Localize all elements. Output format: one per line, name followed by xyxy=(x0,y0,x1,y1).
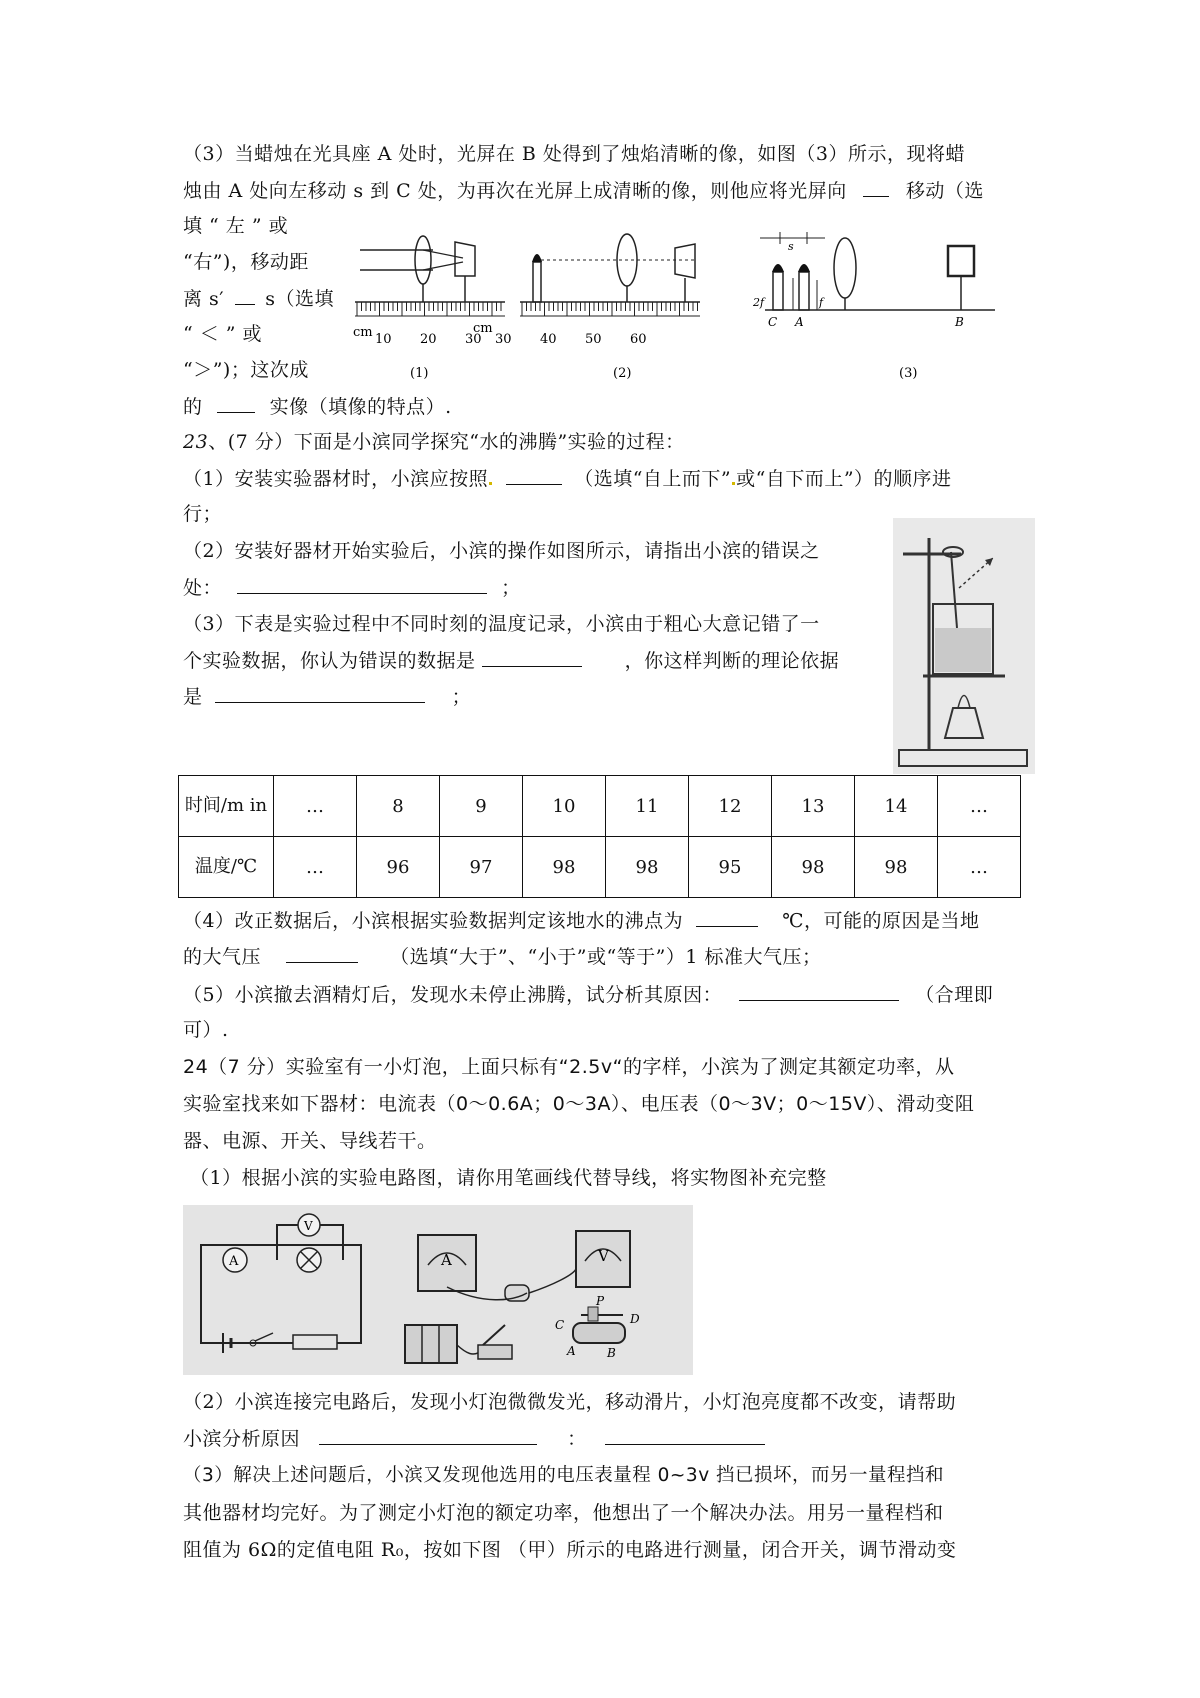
q24-line1: 24（7 分）实验室有一小灯泡，上面只标有“2.5v“的字样，小滨为了测定其额定功率，从 xyxy=(183,1056,955,1078)
q23-p4-line2: 的大气压 （选填“大于”、“小于”或“等于”）1 标准大气压； xyxy=(183,942,822,971)
terminal-d-label: D xyxy=(630,1312,640,1326)
q23-p1-line: （1）安装实验器材时，小滨应按照 （选填“自上而下” 或“自下而上”）的顺序进 xyxy=(183,464,952,493)
q24-p3-line2: 其他器材均完好。为了测定小灯泡的额定功率，他想出了一个解决办法。用另一量程档和 xyxy=(183,1502,944,1524)
blank-assembly-order[interactable] xyxy=(506,464,562,485)
blank-theory-basis[interactable] xyxy=(215,682,425,703)
circuit-image xyxy=(183,1205,693,1375)
fig3-caption: (3) xyxy=(899,366,918,381)
q23-p3-line1: （3）下表是实验过程中不同时刻的温度记录，小滨由于粗心大意记错了一 xyxy=(183,613,820,635)
q22-side-line2: “右”)，移动距 xyxy=(183,251,309,273)
terminal-a-label: A xyxy=(567,1344,576,1358)
table-cell: 98 xyxy=(523,837,606,898)
q23-p3-line2: 个实验数据，你认为错误的数据是 ，你这样判断的理论依据 xyxy=(183,646,839,675)
q22-side-line5: “＞”)；这次成 xyxy=(183,359,309,381)
q23-p4-line1: （4）改正数据后，小滨根据实验数据判定该地水的沸点为 ℃，可能的原因是当地 xyxy=(183,906,979,935)
blank-wrong-data[interactable] xyxy=(482,646,582,667)
q22-p3-line2: 烛由 A 处向左移动 s 到 C 处，为再次在光屏上成清晰的像，则他应将光屏向 移动（选 xyxy=(183,176,984,205)
table-cell: 11 xyxy=(606,776,689,837)
table-row-time xyxy=(179,776,1021,837)
blank-fault-reason[interactable] xyxy=(319,1424,537,1445)
table-cell: … xyxy=(938,837,1021,898)
q24-line3: 器、电源、开关、导线若干。 xyxy=(183,1130,437,1152)
fig2-tick-50: 50 xyxy=(585,332,602,347)
q22-p3-line1: （3）当蜡烛在光具座 A 处时，光屏在 B 处得到了烛焰清晰的像，如图（3）所示，现将蜡 xyxy=(183,143,966,165)
terminal-b-label: B xyxy=(607,1346,616,1360)
q24-p2-line1: （2）小滨连接完电路后，发现小灯泡微微发光，移动滑片，小灯泡亮度都不改变，请帮助 xyxy=(183,1391,957,1413)
temperature-table xyxy=(178,775,1021,898)
fig1-tick-20: 20 xyxy=(420,332,437,347)
table-cell: 98 xyxy=(606,837,689,898)
figure-2-candle-bench xyxy=(520,234,700,316)
schematic-ammeter-label: A xyxy=(229,1254,239,1269)
table-cell: 10 xyxy=(523,776,606,837)
table-cell: 98 xyxy=(855,837,938,898)
blank-fault-reason-2[interactable] xyxy=(605,1424,765,1445)
blank-air-pressure[interactable] xyxy=(286,942,358,963)
table-cell: 97 xyxy=(440,837,523,898)
table-cell: … xyxy=(274,776,357,837)
table-cell: 98 xyxy=(772,837,855,898)
q24-p1: （1）根据小滨的实验电路图，请你用笔画线代替导线，将实物图补充完整 xyxy=(190,1167,827,1189)
table-cell: 8 xyxy=(357,776,440,837)
fig3-label-a: A xyxy=(795,315,804,329)
fig3-label-c: C xyxy=(768,315,778,329)
table-row-temperature xyxy=(179,837,1021,898)
fig2-tick-unit: cm xyxy=(473,321,493,336)
table-header-temperature: 温度/℃ xyxy=(179,837,274,898)
boiling-apparatus-image xyxy=(893,518,1035,774)
blank-image-nature[interactable] xyxy=(217,392,255,413)
blank-distance-compare[interactable] xyxy=(235,284,255,305)
table-cell: 9 xyxy=(440,776,523,837)
table-cell: 14 xyxy=(855,776,938,837)
real-ammeter-label: A xyxy=(441,1251,452,1269)
q23-p5-line1: （5）小滨撤去酒精灯后，发现水未停止沸腾，试分析其原因： （合理即 xyxy=(183,980,993,1009)
table-cell: … xyxy=(938,776,1021,837)
q22-side-line1: 填 “ 左 ” 或 xyxy=(183,215,289,237)
q24-p3-line1: （3）解决上述问题后，小滨又发现他选用的电压表量程 0~3v 挡已损坏，而另一量程挡和 xyxy=(183,1465,945,1486)
fig2-tick-60: 60 xyxy=(630,332,647,347)
figure-3-schematic xyxy=(760,232,995,310)
q23-p3-line3: 是 ； xyxy=(183,682,471,711)
q22-side-line4: “ ＜ ” 或 xyxy=(183,323,263,345)
fig3-label-b: B xyxy=(955,315,964,329)
q23-p5-line2: 可）. xyxy=(183,1019,229,1041)
optical-bench-figures xyxy=(355,220,1075,395)
fig1-tick-10: 10 xyxy=(375,332,392,347)
fig1-tick-30: 30 xyxy=(465,332,482,347)
circuit-drawing xyxy=(183,1205,693,1375)
table-cell: 95 xyxy=(689,837,772,898)
q23-p2-line1: （2）安装好器材开始实验后，小滨的操作如图所示，请指出小滨的错误之 xyxy=(183,540,820,562)
blank-screen-direction[interactable] xyxy=(863,176,889,197)
fig1-tick-unit: cm xyxy=(353,325,373,340)
q23-p1-line2: 行； xyxy=(183,503,223,525)
fig1-caption: (1) xyxy=(410,366,429,381)
q23-title: 23、(7 分）下面是小滨同学探究“水的沸腾”实验的过程： xyxy=(183,431,685,453)
table-cell: 12 xyxy=(689,776,772,837)
fig3-label-2f: 2f xyxy=(753,296,765,309)
q24-p3-line3: 阻值为 6Ω的定值电阻 R₀，按如下图 （甲）所示的电路进行测量，闭合开关，调节滑动变 xyxy=(183,1539,957,1561)
table-cell: 96 xyxy=(357,837,440,898)
table-header-time: 时间/m in xyxy=(179,776,274,837)
q23-p2-line2: 处： ； xyxy=(183,573,521,602)
fig2-tick-40: 40 xyxy=(540,332,557,347)
terminal-p-label: P xyxy=(596,1294,605,1308)
boiling-apparatus-drawing xyxy=(893,518,1035,774)
fig2-caption: (2) xyxy=(613,366,632,381)
real-voltmeter-label: V xyxy=(598,1247,609,1265)
figure-1-lens-bench xyxy=(355,236,505,316)
q24-line2: 实验室找来如下器材：电流表（0～0.6A；0～3A）、电压表（0～3V；0～15V）、滑动变阻 xyxy=(183,1093,975,1115)
fig2-tick-30: 30 xyxy=(495,332,512,347)
blank-boiling-point[interactable] xyxy=(696,906,758,927)
blank-boiling-reason[interactable] xyxy=(739,980,899,1001)
q22-side-line6: 的 实像（填像的特点）. xyxy=(183,392,452,421)
fig3-label-f: f xyxy=(819,296,824,309)
fig3-label-s: s xyxy=(788,240,794,253)
q22-side-line3: 离 s′ s（选填 xyxy=(183,284,334,313)
table-cell: … xyxy=(274,837,357,898)
q24-p2-line2: 小滨分析原因 ： xyxy=(183,1424,765,1453)
terminal-c-label: C xyxy=(555,1318,565,1332)
schematic-voltmeter-label: V xyxy=(304,1219,313,1233)
blank-operation-error[interactable] xyxy=(237,573,487,594)
table-cell: 13 xyxy=(772,776,855,837)
